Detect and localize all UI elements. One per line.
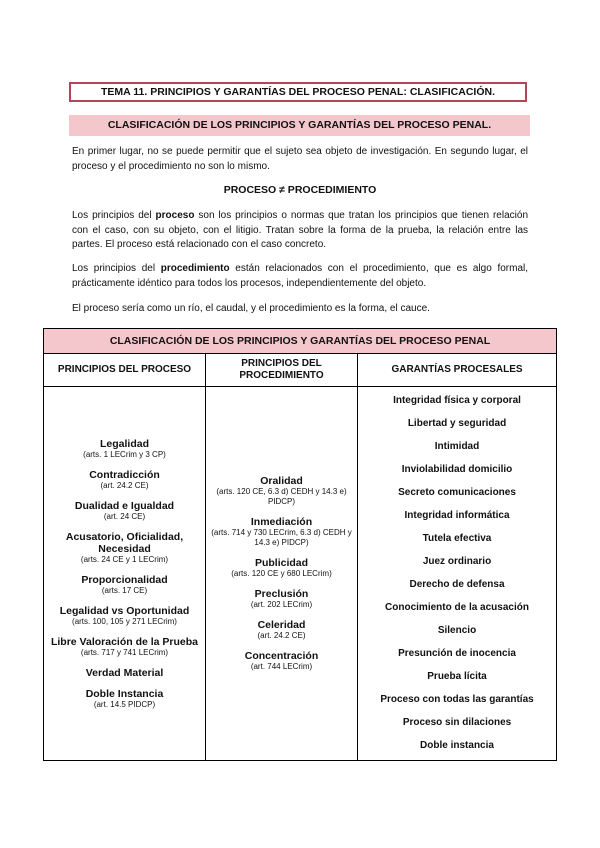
- procedimiento-principle-reference: (arts. 714 y 730 LECrim, 6.3 d) CEDH y 14.3 e) PIDCP): [211, 528, 352, 547]
- proceso-paragraph: [72, 209, 528, 253]
- column-header-procedimiento: PRINCIPIOS DEL PROCEDIMIENTO: [206, 354, 358, 387]
- procedimiento-principle-name: Oralidad: [260, 475, 303, 487]
- procedimiento-principle-name: Concentración: [244, 650, 319, 662]
- principles-table: [43, 328, 557, 761]
- garantia-item: Libertad y seguridad: [407, 418, 507, 429]
- proceso-principle-name: Verdad Material: [85, 666, 164, 679]
- garantia-item: Intimidad: [434, 441, 480, 452]
- garantia-item: Proceso con todas las garantías: [380, 694, 534, 705]
- procedimiento-principle-reference: (arts. 120 CE, 6.3 d) CEDH y 14.3 e) PIDCP): [216, 487, 347, 506]
- garantia-item: Conocimiento de la acusación: [385, 602, 529, 613]
- proceso-principle-item: [44, 574, 205, 596]
- section-heading: CLASIFICACIÓN DE LOS PRINCIPIOS Y GARANTÍAS DEL PROCESO PENAL.: [69, 115, 530, 136]
- proceso-principle-item: [44, 667, 205, 679]
- proceso-principle-item: [44, 469, 205, 491]
- procedimiento-paragraph-rest: están relacionados con el procedimiento, que es algo formal, prácticamente idéntico para todos los procesos, independientemente del objeto.: [72, 263, 528, 289]
- garantia-item: Inviolabilidad domicilio: [401, 464, 513, 475]
- proceso-principle-name: Doble Instancia: [85, 687, 164, 700]
- procedimiento-principle-item: [206, 619, 357, 641]
- procedimiento-principle-name: Publicidad: [254, 557, 309, 569]
- proceso-principle-reference: (arts. 17 CE): [101, 585, 148, 595]
- proceso-principle-name: Legalidad vs Oportunidad: [59, 604, 190, 617]
- proceso-principle-reference: (arts. 1 LECrim y 3 CP): [83, 449, 166, 459]
- garantias-column: [358, 387, 557, 761]
- proceso-principle-name: Acusatorio, Oficialidad, Necesidad: [65, 530, 184, 555]
- procedimiento-principle-reference: (arts. 120 CE y 680 LECrim): [231, 569, 332, 578]
- table-title: CLASIFICACIÓN DE LOS PRINCIPIOS Y GARANTÍAS DEL PROCESO PENAL: [44, 329, 557, 354]
- proceso-principle-item: [44, 688, 205, 710]
- proceso-paragraph-start: Los principios del: [72, 210, 156, 221]
- procedimiento-column: [206, 387, 358, 761]
- proceso-principle-name: Proporcionalidad: [81, 573, 168, 586]
- proceso-procedimiento-heading: PROCESO ≠ PROCEDIMIENTO: [223, 184, 377, 196]
- garantia-item: Presunción de inocencia: [398, 648, 516, 659]
- garantia-item: Secreto comunicaciones: [398, 487, 516, 498]
- procedimiento-principle-item: [206, 650, 357, 672]
- procedimiento-principle-name: Celeridad: [257, 619, 306, 631]
- garantia-item: Integridad informática: [404, 510, 510, 521]
- proceso-principle-name: Legalidad: [99, 437, 149, 450]
- document-title: TEMA 11. PRINCIPIOS Y GARANTÍAS DEL PROCESO PENAL: CLASIFICACIÓN.: [69, 82, 527, 102]
- procedimiento-list: [206, 475, 357, 672]
- garantia-item: Doble instancia: [420, 740, 494, 751]
- procedimiento-principle-reference: (art. 202 LECrim): [250, 600, 313, 609]
- procedimiento-paragraph: [72, 262, 528, 291]
- river-analogy-paragraph: El proceso sería como un río, el caudal, y el procedimiento es la forma, el cauce.: [72, 303, 430, 314]
- proceso-column: [44, 387, 206, 761]
- proceso-principle-reference: (art. 14.5 PIDCP): [93, 699, 156, 709]
- proceso-principle-item: [44, 438, 205, 460]
- procedimiento-keyword: procedimiento: [160, 263, 230, 274]
- garantia-item: Prueba lícita: [427, 671, 487, 682]
- garantia-item: Silencio: [437, 625, 477, 636]
- procedimiento-principle-reference: (art. 24.2 CE): [257, 631, 306, 640]
- proceso-principle-name: Libre Valoración de la Prueba: [50, 635, 199, 648]
- proceso-principle-name: Contradicción: [89, 468, 160, 481]
- garantia-item: Tutela efectiva: [422, 533, 492, 544]
- proceso-principle-reference: (art. 24.2 CE): [100, 480, 149, 490]
- garantia-item: Derecho de defensa: [409, 579, 505, 590]
- proceso-principle-reference: (arts. 24 CE y 1 LECrim): [80, 554, 169, 564]
- proceso-list: [44, 438, 205, 710]
- procedimiento-principle-item: [206, 475, 357, 507]
- garantia-item: Integridad física y corporal: [393, 395, 521, 406]
- proceso-principle-reference: (art. 24 CE): [103, 511, 146, 521]
- procedimiento-principle-item: [206, 588, 357, 610]
- procedimiento-paragraph-start: Los principios del: [72, 263, 161, 274]
- proceso-principle-reference: (arts. 717 y 741 LECrim): [80, 647, 169, 657]
- proceso-keyword: proceso: [155, 210, 195, 221]
- garantias-list: [362, 395, 552, 752]
- garantia-item: Juez ordinario: [422, 556, 492, 567]
- procedimiento-principle-item: [206, 557, 357, 579]
- column-header-proceso: PRINCIPIOS DEL PROCESO: [44, 354, 206, 387]
- procedimiento-principle-name: Inmediación: [250, 516, 313, 528]
- proceso-principle-reference: (arts. 100, 105 y 271 LECrim): [72, 616, 177, 626]
- procedimiento-principle-reference: (art. 744 LECrim): [250, 662, 313, 671]
- proceso-principle-item: [44, 605, 205, 627]
- proceso-principle-item: [44, 531, 205, 565]
- proceso-principle-name: Dualidad e Igualdad: [74, 499, 175, 512]
- proceso-principle-item: [44, 636, 205, 658]
- intro-paragraph: En primer lugar, no se puede permitir que el sujeto sea objeto de investigación. En segundo lugar, el proceso y el procedimiento no son lo mismo.: [72, 146, 528, 172]
- proceso-principle-item: [44, 500, 205, 522]
- column-header-garantias: GARANTÍAS PROCESALES: [358, 354, 557, 387]
- procedimiento-principle-name: Preclusión: [254, 588, 309, 600]
- proceso-paragraph-rest: son los principios o normas que tratan los principios que tienen relación con el caso, con su objeto, con el litigio. Tratan sobre la forma de la prueba, la relación entre las partes. El proceso está relacionado con el caso concreto.: [72, 210, 528, 250]
- garantia-item: Proceso sin dilaciones: [402, 717, 512, 728]
- procedimiento-principle-item: [206, 516, 357, 548]
